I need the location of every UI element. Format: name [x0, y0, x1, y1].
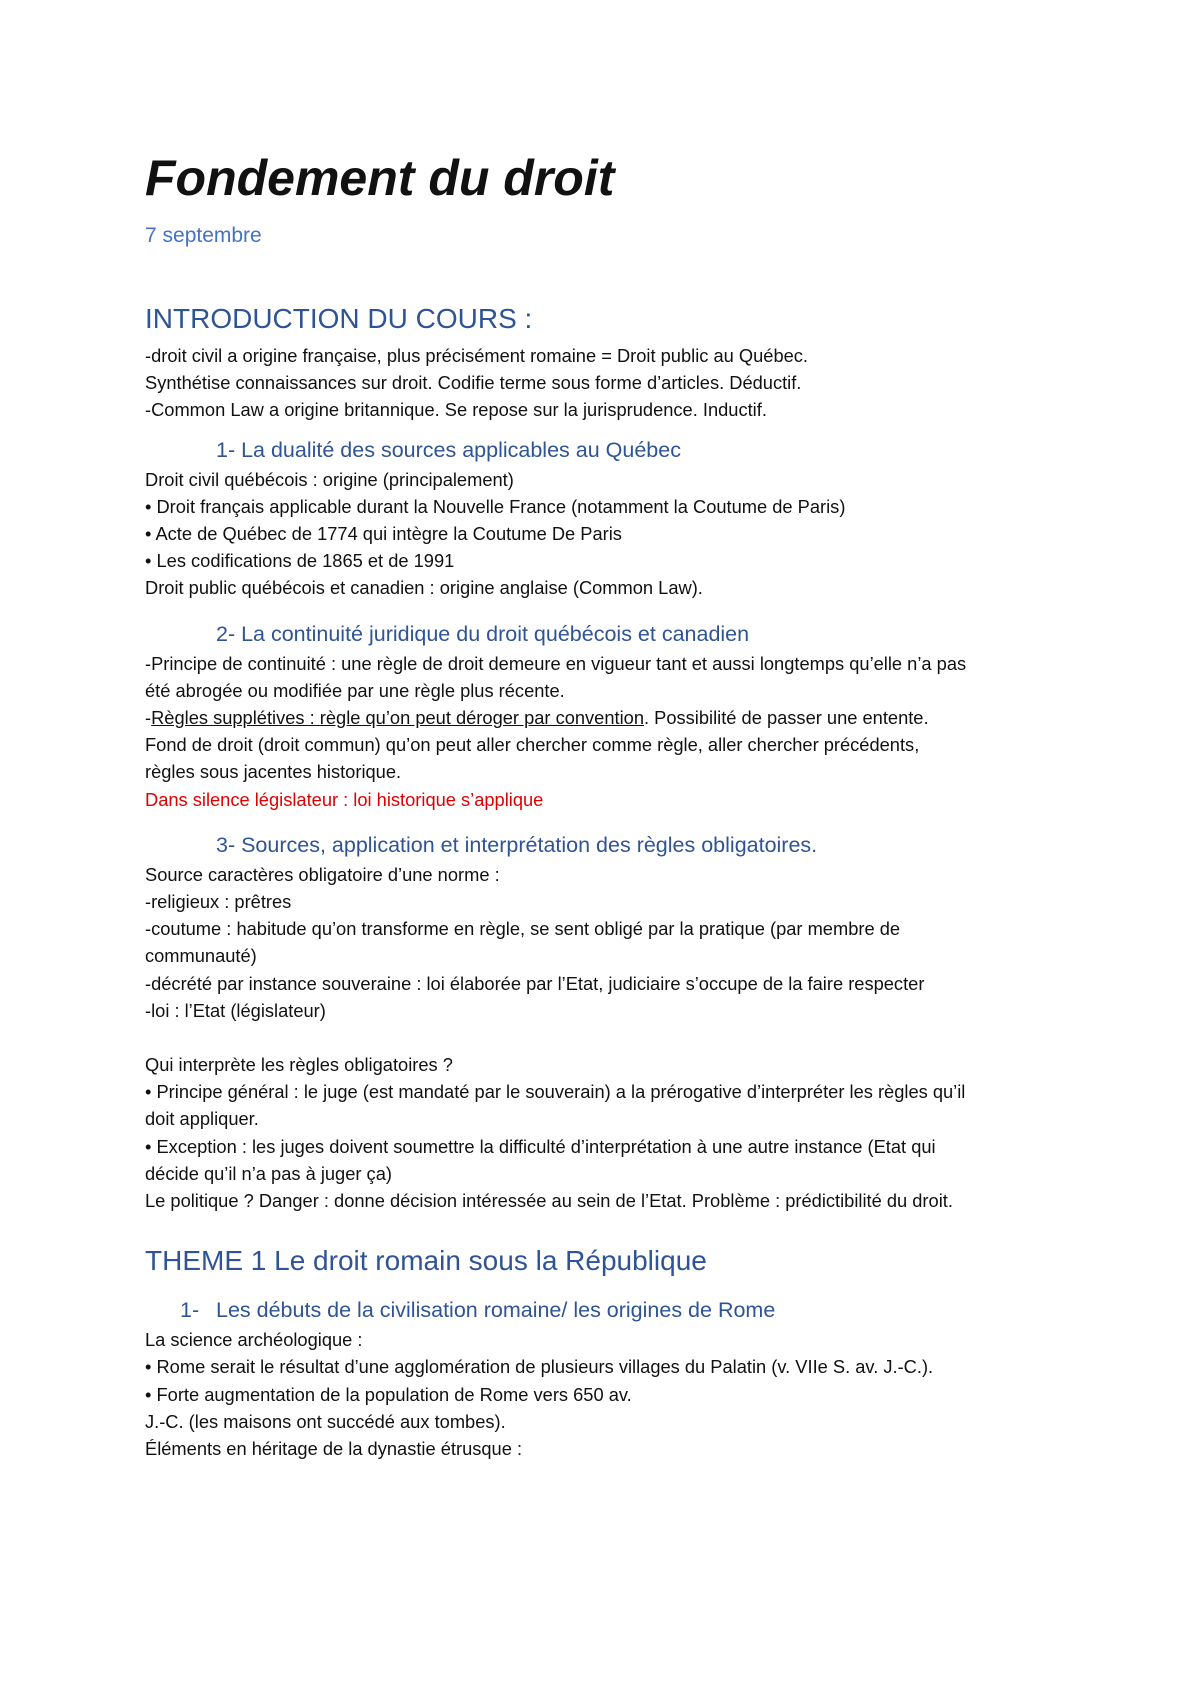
section-1-heading: 1- La dualité des sources applicables au Québec	[216, 437, 681, 462]
intro-heading: INTRODUCTION DU COURS :	[145, 303, 533, 334]
section-2-line: -Principe de continuité : une règle de droit demeure en vigueur tant et aussi longtemps qu’elle n’a pas	[145, 652, 967, 674]
section-1-line: Droit civil québécois : origine (principalement)	[145, 468, 514, 490]
section-3-heading: 3- Sources, application et interprétation des règles obligatoires.	[216, 832, 818, 857]
theme-1-line: • Forte augmentation de la population de Rome vers 650 av.	[145, 1383, 632, 1405]
dash: -	[145, 707, 152, 729]
section-3-line: Source caractères obligatoire d’une norme :	[145, 863, 500, 885]
section-3-line: -décrété par instance souveraine : loi élaborée par l’Etat, judiciaire s’occupe de la faire respecter	[145, 972, 925, 994]
section-3-line: -coutume : habitude qu’on transforme en règle, se sent obligé par la pratique (par membre de	[145, 918, 901, 940]
theme-1-line: La science archéologique :	[145, 1329, 363, 1351]
theme-1-line: Éléments en héritage de la dynastie étrusque :	[145, 1438, 523, 1460]
theme-1-subheading	[145, 1296, 1075, 1324]
section-2-heading: 2- La continuité juridique du droit québécois et canadien	[216, 621, 750, 646]
section-3-line: communauté)	[145, 945, 257, 967]
section-2-line: Fond de droit (droit commun) qu’on peut aller chercher comme règle, aller chercher précédents,	[145, 734, 920, 756]
theme-1-line: J.-C. (les maisons ont succédé aux tombes).	[145, 1410, 506, 1432]
document-body	[145, 148, 1075, 1462]
section-3-line: -religieux : prêtres	[145, 891, 292, 913]
section-2-line: été abrogée ou modifiée par une règle plus récente.	[145, 679, 565, 701]
intro-line: Synthétise connaissances sur droit. Codifie terme sous forme d’articles. Déductif.	[145, 372, 802, 394]
highlighted-red-line: Dans silence législateur : loi historique s’applique	[145, 788, 544, 810]
section-1-line: • Droit français applicable durant la Nouvelle France (notamment la Coutume de Paris)	[145, 495, 846, 517]
section-3-line: -loi : l’Etat (législateur)	[145, 999, 326, 1021]
section-3-line: • Principe général : le juge (est mandaté par le souverain) a la prérogative d’interpréter les règles qu’il	[145, 1081, 966, 1103]
section-3-line: Le politique ? Danger : donne décision intéressée au sein de l’Etat. Problème : prédictibilité du droit.	[145, 1190, 953, 1212]
section-3-line: Qui interprète les règles obligatoires ?	[145, 1054, 453, 1076]
section-2-line: règles sous jacentes historique.	[145, 761, 402, 783]
subheading-text: Les débuts de la civilisation romaine/ les origines de Rome	[216, 1298, 776, 1323]
section-3-line: doit appliquer.	[145, 1108, 259, 1130]
section-1-line: Droit public québécois et canadien : origine anglaise (Common Law).	[145, 577, 703, 599]
theme-1-line: • Rome serait le résultat d’une agglomération de plusieurs villages du Palatin (v. VIIe S. av. J.-C.).	[145, 1356, 934, 1378]
document-title: Fondement du droit	[145, 150, 615, 206]
intro-line: -droit civil a origine française, plus précisément romaine = Droit public au Québec.	[145, 345, 809, 366]
intro-line: -Common Law a origine britannique. Se repose sur la jurisprudence. Inductif.	[145, 399, 767, 421]
section-3-line: décide qu’il n’a pas à juger ça)	[145, 1162, 392, 1184]
theme-1-heading: THEME 1 Le droit romain sous la République	[145, 1245, 707, 1277]
section-2-line	[145, 704, 1075, 731]
document-date: 7 septembre	[145, 224, 262, 247]
section-1-line: • Acte de Québec de 1774 qui intègre la Coutume De Paris	[145, 523, 622, 545]
line-rest: . Possibilité de passer une entente.	[644, 707, 929, 729]
paragraph-gap	[145, 1024, 1075, 1051]
section-3-line: • Exception : les juges doivent soumettre la difficulté d’interprétation à une autre instance (Etat qui	[145, 1135, 936, 1157]
subheading-number: 1-	[180, 1298, 200, 1323]
section-1-line: • Les codifications de 1865 et de 1991	[145, 550, 455, 572]
underlined-definition: Règles supplétives : règle qu’on peut déroger par convention	[151, 707, 644, 729]
